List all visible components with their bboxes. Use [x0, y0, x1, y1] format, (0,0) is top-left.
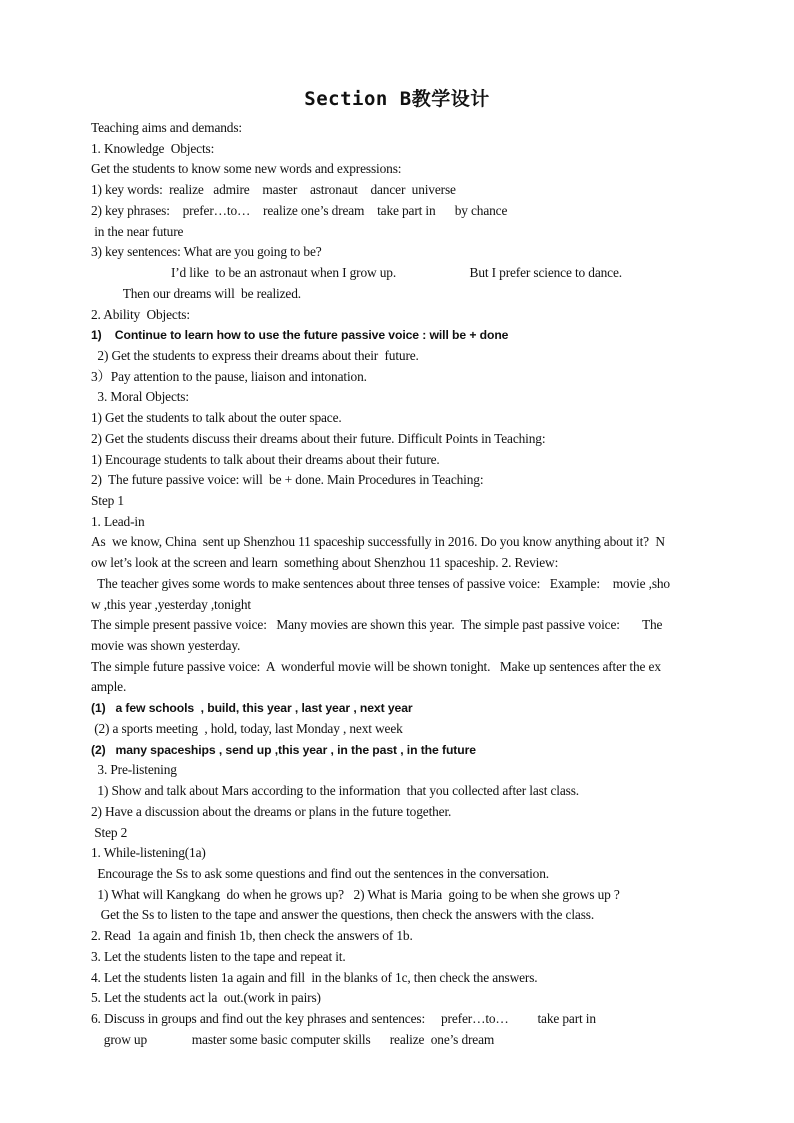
text-line: movie was shown yesterday. [91, 638, 241, 653]
text-line: (2) many spaceships , send up ,this year , in the past , in the future [91, 742, 476, 757]
text-line: 1) Continue to learn how to use the future passive voice : will be + done [91, 328, 509, 343]
text-line: 2. Read 1a again and finish 1b, then check the answers of 1b. [91, 928, 413, 944]
text-line: 5. Let the students act la out.(work in pairs) [91, 990, 321, 1006]
text-line: 1. While-listening(1a) [91, 845, 206, 861]
text-line: As we know, China sent up Shenzhou 11 spaceship successfully in 2016. Do you know anything about it? N [91, 534, 665, 550]
text-line: The simple present passive voice: Many movies are shown this year. The simple past passive voice: The [91, 617, 663, 633]
text-line: (1) a few schools , build, this year , last year , next year [91, 701, 413, 716]
text-line: 6. Discuss in groups and find out the key phrases and sentences: prefer…to… take part in [91, 1011, 596, 1026]
text-line: Get the students to know some new words and expressions: [91, 161, 402, 177]
text-line: 3. Moral Objects: [91, 389, 189, 405]
text-line: 1) Encourage students to talk about their dreams about their future. [91, 451, 440, 467]
text-line: 3) key sentences: What are you going to be? [91, 244, 322, 260]
text-line: Teaching aims and demands: [91, 120, 242, 135]
text-line: (2) a sports meeting , hold, today, last Monday , next week [91, 720, 403, 736]
text-line: Step 2 [91, 824, 128, 840]
text-line: Then our dreams will be realized. [91, 285, 301, 301]
text-line: 1. Lead-in [91, 513, 145, 529]
text-line: 1. Knowledge Objects: [91, 140, 215, 156]
text-line: Step 1 [91, 493, 124, 508]
text-line: 2) The future passive voice: will be + done. Main Procedures in Teaching: [91, 472, 484, 488]
text-line: ample. [91, 679, 127, 695]
text-line: I’d like to be an astronaut when I grow up. But I prefer science to dance. [91, 265, 622, 280]
text-line: 2) key phrases: prefer…to… realize one’s dream take part in by chance [91, 202, 508, 218]
text-line: 3）Pay attention to the pause, liaison and intonation. [91, 368, 367, 384]
text-line: 2) Get the students to express their dreams about their future. [91, 347, 419, 363]
text-line: ow let’s look at the screen and learn something about Shenzhou 11 spaceship. 2. Review: [91, 555, 559, 571]
text-line: 3. Pre-listening [91, 762, 177, 778]
text-line: 2. Ability Objects: [91, 306, 190, 322]
text-line: Get the Ss to listen to the tape and answer the questions, then check the answers with the class. [91, 907, 595, 923]
document-title: Section B教学设计 [304, 88, 490, 110]
text-line: 4. Let the students listen 1a again and fill in the blanks of 1c, then check the answers. [91, 969, 538, 985]
text-line: 1) Get the students to talk about the outer space. [91, 410, 342, 426]
text-line: The simple future passive voice: A wonderful movie will be shown tonight. Make up sentences after the ex [91, 658, 661, 674]
text-line: in the near future [91, 223, 184, 239]
text-line: 1) What will Kangkang do when he grows up? 2) What is Maria going to be when she grows up ? [91, 886, 620, 902]
text-line: 1) Show and talk about Mars according to the information that you collected after last class. [91, 783, 579, 798]
text-line: w ,this year ,yesterday ,tonight [91, 596, 251, 612]
text-line: Encourage the Ss to ask some questions and find out the sentences in the conversation. [91, 865, 549, 881]
text-line: 2) Have a discussion about the dreams or plans in the future together. [91, 803, 452, 819]
text-line: The teacher gives some words to make sentences about three tenses of passive voice: Example: movie ,sho [91, 575, 670, 591]
text-line: 1) key words: realize admire master astronaut dancer universe [91, 182, 456, 198]
text-line: 3. Let the students listen to the tape and repeat it. [91, 948, 346, 964]
text-line: grow up master some basic computer skills realize one’s dream [91, 1031, 495, 1047]
text-line: 2) Get the students discuss their dreams about their future. Difficult Points in Teaching: [91, 430, 546, 446]
